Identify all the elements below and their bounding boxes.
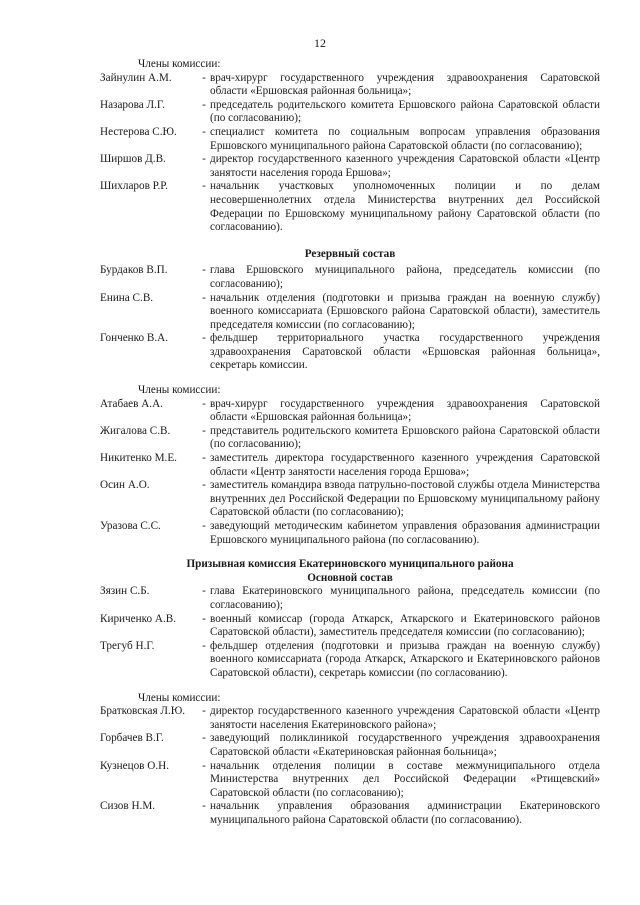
member-position: военный комиссар (города Аткарск, Аткарского и Екатериновского районов Саратовской области), заместитель председателя комиссии (по согласованию); — [210, 612, 600, 639]
dash-separator: - — [202, 180, 206, 193]
dash-separator: - — [202, 585, 206, 598]
dash-separator: - — [202, 800, 206, 813]
dash-separator: - — [202, 397, 206, 410]
list-item — [100, 613, 600, 640]
member-position: специалист комитета по социальным вопросам управления образования Ершовского муниципального района Саратовской области (по согласованию); — [210, 125, 600, 152]
ekaterinovsky-members-label: Члены комиссии: — [138, 691, 221, 704]
member-position: начальник участковых уполномоченных полиции и по делам несовершеннолетних отдела Министерства внутренних дел Российской Федерации по Ершовскому муниципальному району Саратовской области (по согласованию). — [210, 180, 600, 234]
list-item — [100, 425, 600, 452]
member-name: Трегуб Н.Г. — [100, 639, 155, 652]
member-name: Никитенко М.Е. — [100, 452, 177, 465]
list-item — [100, 732, 600, 759]
member-position: фельдшер отделения (подготовки и призыва граждан на военную службу) военного комиссариата (города Аткарск, Аткарского и Екатериновского районов Саратовской области), секретарь комиссии (по согласованию). — [210, 639, 600, 679]
list-item — [100, 640, 600, 681]
list-item — [100, 760, 600, 801]
member-position: председатель родительского комитета Ершовского района Саратовской области (по согласованию); — [210, 98, 600, 125]
dash-separator: - — [202, 612, 206, 625]
member-name: Енина С.В. — [100, 291, 154, 304]
member-position: заведующий методическим кабинетом управления образования администрации Ершовского муниципального района (по согласованию). — [210, 520, 600, 546]
member-name: Кузнецов О.Н. — [100, 759, 169, 772]
ekaterinovsky-list — [100, 585, 600, 680]
member-name: Осин А.О. — [100, 479, 150, 492]
dash-separator: - — [202, 732, 206, 745]
member-name: Уразова С.С. — [100, 520, 161, 532]
member-position: фельдшер территориального участка государственного учреждения здравоохранения Саратовской области «Ершовская районная больница», секретарь комиссии. — [210, 332, 600, 372]
member-name: Нестерова С.Ю. — [100, 125, 177, 138]
members-list — [100, 72, 600, 235]
main-composition-heading: Основной состав — [307, 571, 393, 584]
dash-separator: - — [202, 125, 206, 138]
dash-separator: - — [202, 332, 206, 345]
list-item — [100, 264, 600, 291]
list-item — [100, 126, 600, 153]
member-name: Бурдаков В.П. — [100, 264, 168, 277]
member-name: Зязин С.Б. — [100, 585, 150, 598]
list-item — [100, 705, 600, 732]
member-position: директор государственного казенного учреждения Саратовской области «Центр занятости населения Екатериновского района»; — [210, 705, 600, 731]
list-item — [100, 585, 600, 612]
list-item — [100, 479, 600, 520]
member-position: заместитель командира взвода патрульно-постовой службы отдела Министерства внутренних дел Российской Федерации по Ершовскому муниципальному району Саратовской области (по согласованию); — [210, 479, 600, 519]
members-label: Члены комиссии: — [138, 58, 221, 70]
member-position: врач-хирург государственного учреждения здравоохранения Саратовской области «Ершовская районная больница»; — [210, 71, 600, 98]
list-item — [100, 99, 600, 126]
member-name: Горбачев В.Г. — [100, 732, 164, 745]
list-item — [100, 452, 600, 479]
list-item — [100, 180, 600, 234]
dash-separator: - — [202, 452, 206, 465]
member-position: начальник отделения (подготовки и призыва граждан на военную службу) военного комиссариата (Ершовского района Саратовской области), заместитель председателя комиссии (по согласованию); — [210, 291, 600, 331]
dash-separator: - — [202, 291, 206, 304]
dash-separator: - — [202, 264, 206, 277]
reserve-members-list — [100, 398, 600, 548]
member-position: врач-хирург государственного учреждения здравоохранения Саратовской области «Ершовская районная больница»; — [210, 397, 600, 424]
reserve-members-label: Члены комиссии: — [138, 384, 221, 397]
dash-separator: - — [202, 639, 206, 652]
commission-heading: Призывная комиссия Екатериновского муниципального района — [186, 558, 514, 571]
dash-separator: - — [202, 759, 206, 772]
member-position: начальник отделения полиции в составе межмуниципального отдела Министерства внутренних дел Российской Федерации «Ртищевский» Саратовской области (по согласованию); — [210, 759, 600, 799]
member-name: Назарова Л.Г. — [100, 98, 165, 111]
list-item — [100, 520, 600, 547]
dash-separator: - — [202, 479, 206, 492]
member-name: Атабаев А.А. — [100, 397, 163, 410]
dash-separator: - — [202, 153, 206, 166]
dash-separator: - — [202, 98, 206, 111]
member-position: представитель родительского комитета Ершовского района Саратовской области (по согласованию); — [210, 424, 600, 451]
member-name: Сизов Н.М. — [100, 800, 156, 813]
member-position: глава Ершовского муниципального района, председатель комиссии (по согласованию); — [210, 264, 600, 290]
member-name: Шихларов Р.Р. — [100, 180, 168, 193]
dash-separator: - — [202, 424, 206, 437]
list-item — [100, 72, 600, 99]
list-item — [100, 398, 600, 425]
member-position: заместитель директора государственного казенного учреждения Саратовской области «Центр занятости населения города Ершова»; — [210, 452, 600, 478]
list-item — [100, 292, 600, 333]
list-item — [100, 800, 600, 827]
list-item — [100, 153, 600, 180]
page-number: 12 — [314, 36, 326, 50]
member-position: начальник управления образования администрации Екатериновского муниципального района Саратовской области (по согласованию). — [210, 800, 600, 826]
member-name: Зайнулин А.М. — [100, 71, 172, 84]
list-item — [100, 332, 600, 373]
member-name: Братковская Л.Ю. — [100, 705, 186, 718]
dash-separator: - — [202, 71, 206, 84]
reserve-heading: Резервный состав — [304, 247, 396, 260]
member-position: заведующий поликлиникой государственного учреждения здравоохранения Саратовской области «Екатериновская районная больница»; — [210, 732, 600, 758]
member-name: Гонченко В.А. — [100, 332, 169, 345]
document-body — [100, 58, 600, 827]
member-name: Ширшов Д.В. — [100, 153, 166, 166]
member-name: Жигалова С.В. — [100, 424, 171, 437]
ekaterinovsky-members-list — [100, 705, 600, 827]
dash-separator: - — [202, 520, 206, 532]
member-position: директор государственного казенного учреждения Саратовской области «Центр занятости населения города Ершова»; — [210, 153, 600, 179]
reserve-list — [100, 264, 600, 373]
member-name: Кириченко А.В. — [100, 612, 177, 625]
member-position: глава Екатериновского муниципального района, председатель комиссии (по согласованию); — [210, 585, 600, 611]
dash-separator: - — [202, 705, 206, 718]
